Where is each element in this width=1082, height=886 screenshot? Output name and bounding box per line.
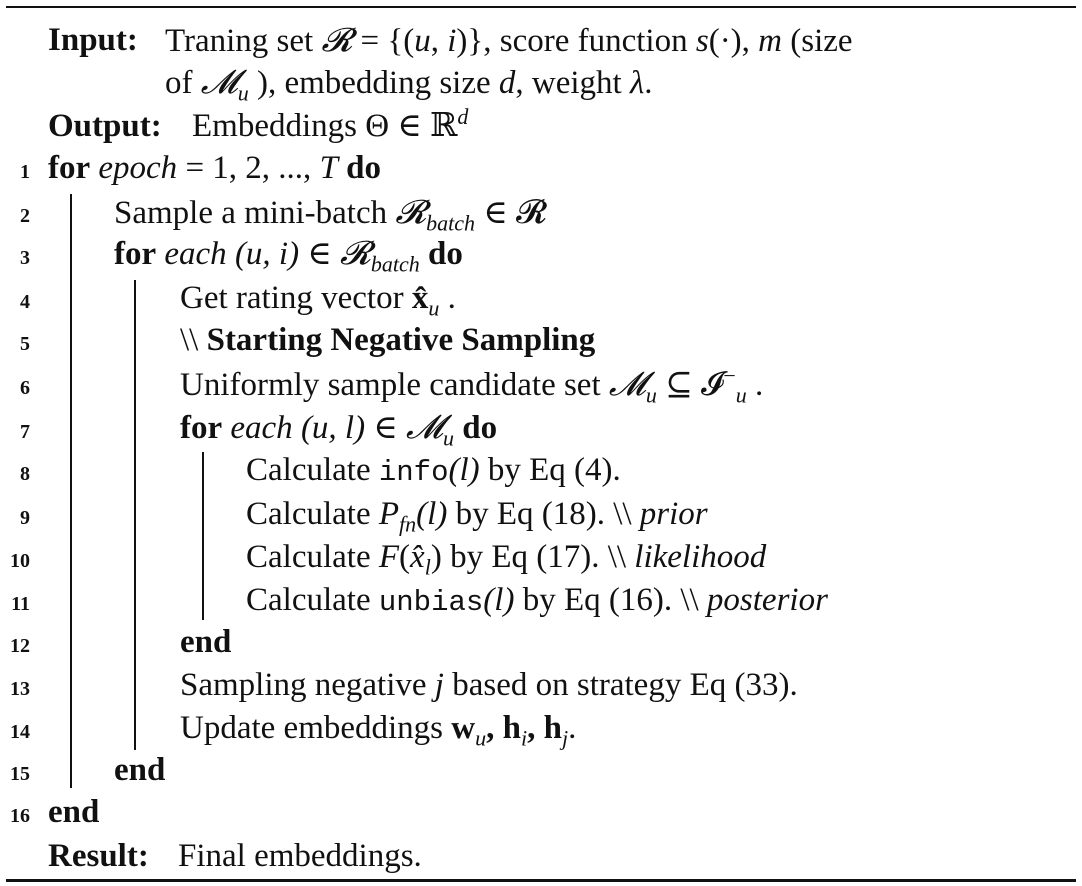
line-number: 13 (10, 678, 30, 700)
line-number: 1 (20, 161, 30, 183)
scope-bar-batch-loop (134, 280, 136, 750)
line-number: 16 (10, 805, 30, 827)
line-number: 4 (20, 291, 30, 313)
line-number: 11 (11, 593, 30, 615)
scope-bar-outer-loop (70, 194, 72, 788)
line-number: 10 (10, 550, 30, 572)
bottom-rule (6, 879, 1076, 882)
input-text-1: Traning set 𝓡 = {(u, i)}, score function s(·), m (size (165, 20, 853, 59)
line-number: 12 (10, 635, 30, 657)
line-number: 6 (20, 377, 30, 399)
input-text-2: of 𝓜$_u$ ), embedding size d, weight λ. (165, 62, 653, 106)
result-text: Final embeddings. (178, 838, 422, 874)
line-number: 15 (10, 763, 30, 785)
top-rule (6, 6, 1076, 8)
line-number: 2 (20, 205, 30, 227)
line-number: 9 (20, 507, 30, 529)
output-text: Embeddings Θ ∈ ℝ$^d$ (192, 104, 469, 144)
scope-bar-candidate-loop (202, 452, 204, 620)
input-label: Input: (48, 22, 138, 58)
line-number: 14 (10, 721, 30, 743)
line-number: 7 (20, 421, 30, 443)
line-number: 3 (20, 247, 30, 269)
line-number: 8 (20, 463, 30, 485)
result-label: Result: (48, 838, 149, 874)
line-number: 5 (20, 333, 30, 355)
output-label: Output: (48, 108, 162, 144)
